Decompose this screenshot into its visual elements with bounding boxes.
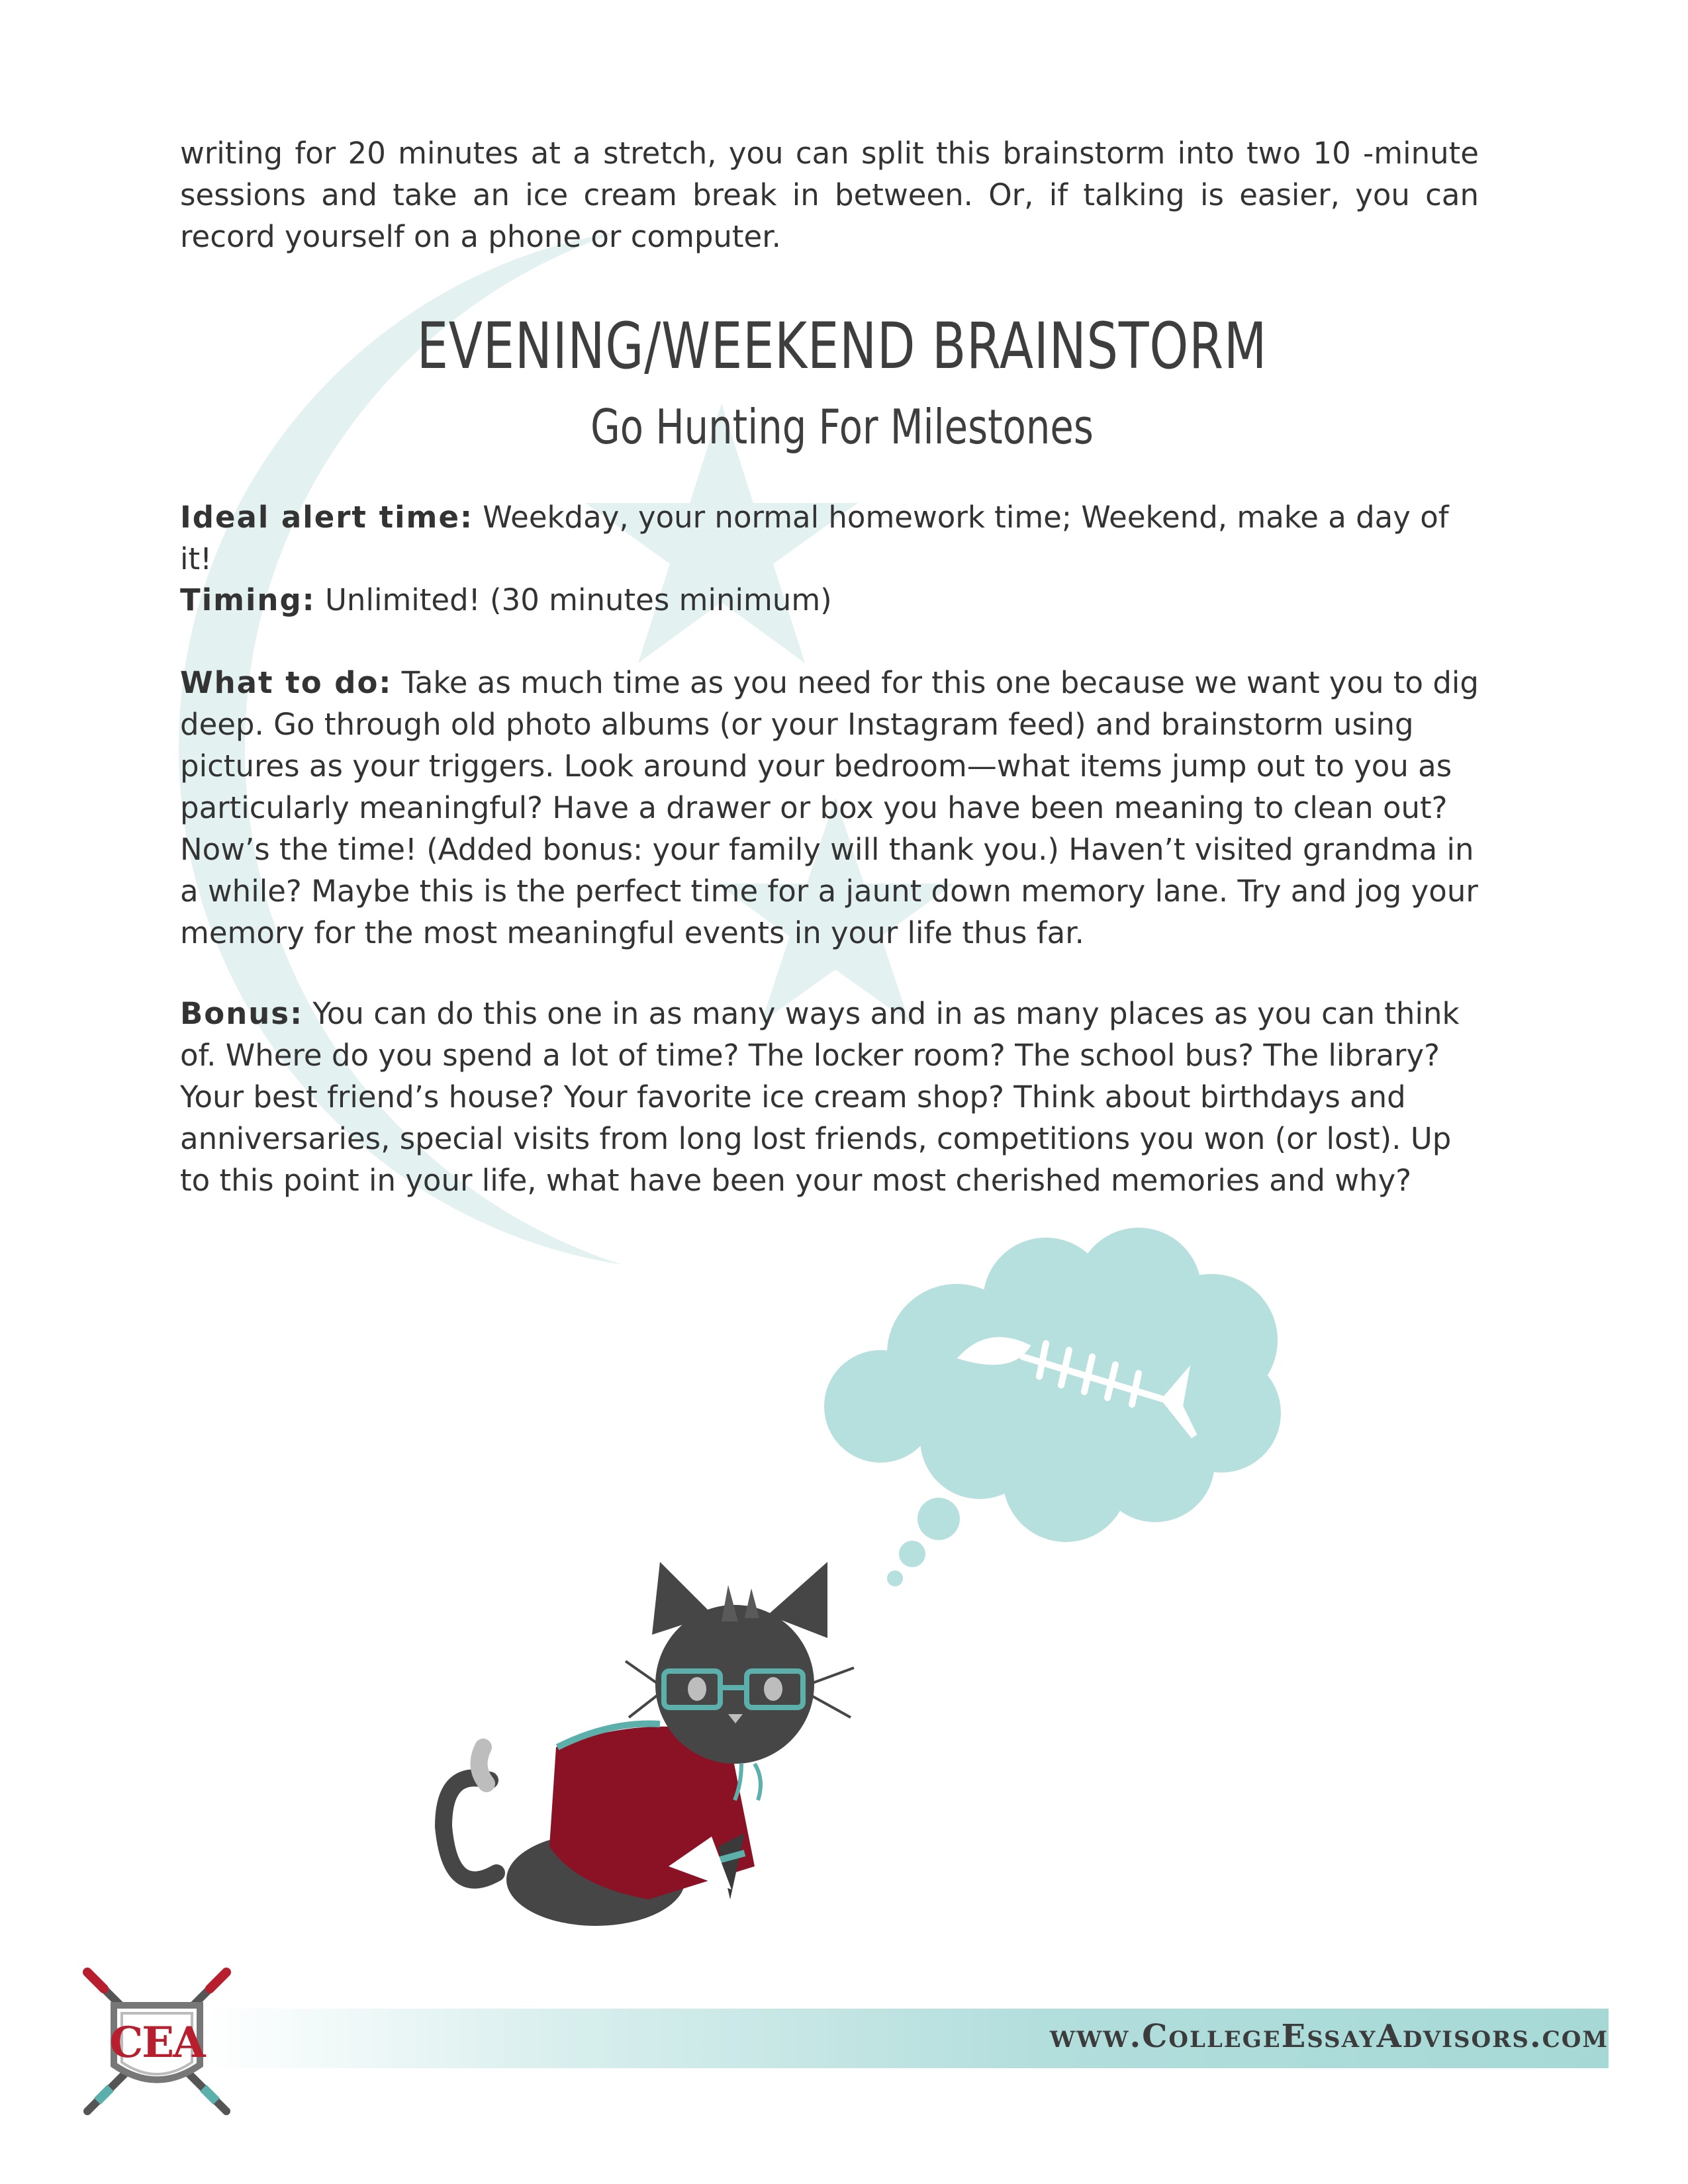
cea-shield-logo-icon bbox=[74, 1959, 240, 2124]
page-subtitle: Go Hunting For Milestones bbox=[590, 399, 1094, 455]
what-to-do-text: Take as much time as you need for this one because we want you to dig deep. Go through old photo albums (or your Instagram feed) and brainstorm using pictures as your triggers. Look around your bedroom—what items jump out to you as particularly meaningful? Have a drawer or box you have been meaning to clean out? Now’s the time! (Added bonus: your family will thank you.) Haven’t visited grandma in a while? Maybe this is the perfect time for a jaunt down memory lane. Try and jog your memory for the most meaningful events in your life thus far. bbox=[180, 665, 1479, 950]
what-to-do-label: What to do: bbox=[180, 665, 393, 700]
thought-cloud-icon bbox=[824, 1228, 1281, 1586]
bonus-text: You can do this one in as many ways and in as many places as you can think of. Where do you spend a lot of time? The locker room? The school bus? The library? Your best friend’s house? Your favorite ice cream shop? Think about birthdays and anniversaries, special visits from long lost friends, competitions you won (or lost). Up to this point in your life, what have been your most cherished memories and why? bbox=[180, 996, 1460, 1198]
intro-paragraph: writing for 20 minutes at a stretch, you can split this brainstorm into two 10 -minute sessions and take an ice cream break in between. Or, if talking is easier, you can record yourself on a phone or computer. bbox=[180, 136, 1479, 254]
timing-label: Timing: bbox=[180, 582, 316, 617]
bonus-label: Bonus: bbox=[180, 996, 304, 1031]
page-title: EVENING/WEEKEND BRAINSTORM bbox=[416, 309, 1268, 383]
alert-time-label: Ideal alert time: bbox=[180, 500, 473, 535]
cat-icon bbox=[444, 1562, 854, 1926]
cea-logo-text: CEA bbox=[109, 2018, 205, 2068]
alert-time-text: Weekday, your normal homework time; Weekend, make a day of it! bbox=[180, 500, 1449, 576]
timing-text: Unlimited! (30 minutes minimum) bbox=[315, 582, 832, 617]
footer-website-link[interactable]: www.CollegeEssayAdvisors.com bbox=[1049, 2018, 1609, 2055]
